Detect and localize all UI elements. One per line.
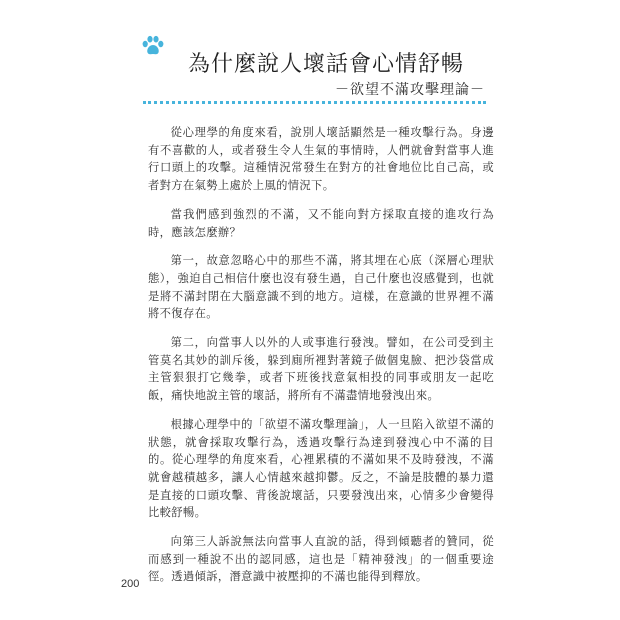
paragraph: 當我們感到強烈的不滿，又不能向對方採取直接的進攻行為時，應該怎麼辦？: [148, 207, 494, 239]
paw-print-icon: [141, 35, 165, 57]
paragraph: 第一，故意忽略心中的那些不滿，將其埋在心底（深層心理狀態），強迫自己相信什麼也沒有發生過，自己什麼也沒感覺到，也就是將不滿封閉在大腦意識不到的地方。這樣，在意識的世界裡不滿將不復存在。: [148, 254, 494, 321]
dotted-divider: [143, 101, 486, 104]
paragraph: 第二，向當事人以外的人或事進行發洩。譬如，在公司受到主管莫名其妙的訓斥後，躲到廁所裡對著鏡子做個鬼臉、把沙袋當成主管狠狠打它幾拳，或者下班後找意氣相投的同事或朋友一起吃飯，痛快地說主管的壞話，將所有不滿盡情地發洩出來。: [148, 336, 494, 403]
page-number: 200: [121, 578, 140, 590]
paragraph: 從心理學的角度來看，說別人壞話顯然是一種攻擊行為。身邊有不喜歡的人，或者發生令人生氣的事情時，人們就會對當事人進行口頭上的攻擊。這種情況常發生在對方的社會地位比自己高，或者對方在氣勢上處於上風的情況下。: [148, 126, 494, 193]
paragraph: 根據心理學中的「欲望不滿攻擊理論」，人一旦陷入欲望不滿的狀態，就會採取攻擊行為，透過攻擊行為達到發洩心中不滿的目的。從心理學的角度來看，心裡累積的不滿如果不及時發洩，不滿就會越積越多，讓人心情越來越抑鬱。反之，不論是肢體的暴力還是直接的口頭攻擊、背後說壞話，只要發洩出來，心情多少會變得比較舒暢。: [148, 417, 494, 520]
page-title: 為什麼說人壞話會心情舒暢: [188, 52, 465, 77]
page-subtitle: －欲望不滿攻擊理論－: [335, 82, 485, 98]
paragraph: 向第三人訴說無法向當事人直說的話，得到傾聽者的贊同，從而感到一種說不出的認同感，這也是「精神發洩」的一個重要途徑。透過傾訴，潛意識中被壓抑的不滿也能得到釋放。: [148, 535, 494, 584]
body-text: [148, 124, 494, 597]
